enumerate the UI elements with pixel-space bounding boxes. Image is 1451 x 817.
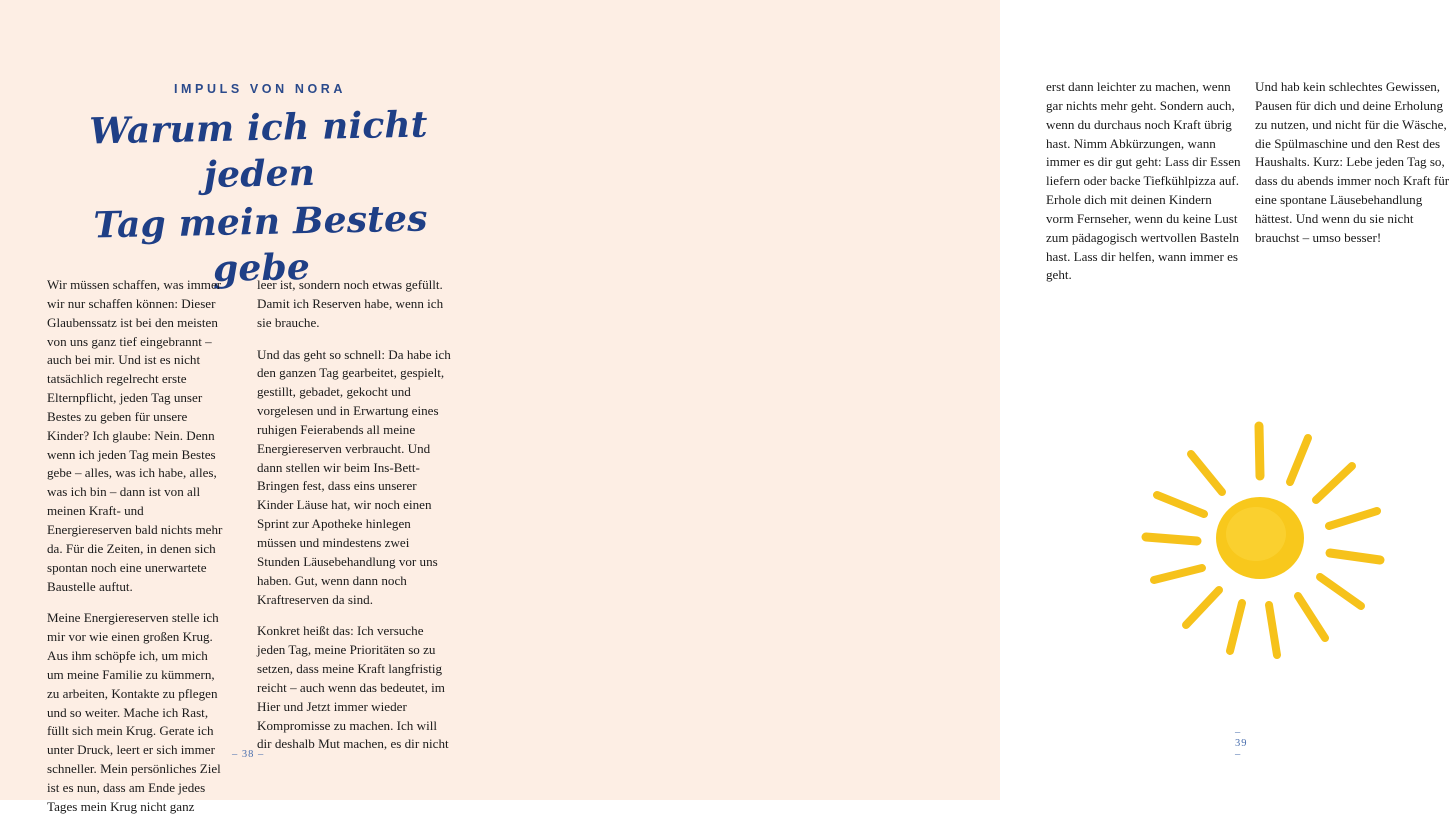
page-left <box>0 0 500 814</box>
paragraph: Meine Energiereserven stelle ich mir vor wie einen großen Krug. Aus ihm schöpfe ich, um mich um meine Familie zu kümmern, zu arbeiten, Kontakte zu pflegen und so weiter. Mache ich Rast, füllt sich mein Krug. Gerate ich unter Druck, leert er sich immer schneller. Mein persönliches Ziel ist es nun, dass am Ende jedes Tages mein Krug nicht ganz <box>47 610 221 814</box>
page-title-line-2: Tag mein Bestes gebe <box>93 197 428 291</box>
page-number-left: – 38 – <box>232 749 265 760</box>
body-column-4 <box>1255 78 1451 248</box>
page-number-right: – 39 – <box>1235 727 1248 760</box>
page-title-line-1: Warum ich nicht jeden <box>88 103 429 197</box>
page-right <box>500 0 1450 800</box>
paragraph: Konkret heißt das: Ich versuche jeden Tag, meine Prioritäten so zu setzen, dass meine Kraft langfristig reicht – auch wenn das bedeutet, im Hier und Jetzt immer wieder Kompromisse zu machen. Ich will dir deshalb Mut machen, es dir nicht <box>257 623 449 752</box>
paragraph: erst dann leichter zu machen, wenn gar nichts mehr geht. Sondern auch, wenn du durchaus noch Kraft übrig hast. Nimm Abkürzungen, wann immer es dir gut geht: Lass dir Essen liefern oder backe Tiefkühlpizza auf. Erhole dich mit deinen Kindern vorm Fernseher, wenn du keine Lust zum pädagogisch wertvollen Basteln hast. Lass dir helfen, wann immer es geht. <box>1046 79 1241 283</box>
sun-icon <box>1130 410 1390 670</box>
paragraph: leer ist, sondern noch etwas gefüllt. Damit ich Reserven habe, wenn ich sie brauche. <box>257 277 444 330</box>
section-kicker: IMPULS VON NORA <box>173 82 347 96</box>
body-column-1 <box>47 276 227 817</box>
page-title <box>38 100 482 295</box>
paragraph: Und hab kein schlechtes Gewissen, Pausen für dich und deine Erholung zu nutzen, und nicht für die Wäsche, die Spülmaschine und den Rest des Haushalts. Kurz: Lebe jeden Tag so, dass du abends immer noch Kraft für eine spontane Läusebehandlung hättest. Und wenn du sie nicht brauchst – umso besser! <box>1255 79 1450 245</box>
paragraph: Wir müssen schaffen, was immer wir nur schaffen können: Dieser Glaubenssatz ist bei den meisten von uns ganz tief eingebrannt – auch bei mir. Und ist es nicht tatsächlich regelrecht erste Elternpflicht, jeden Tag unser Bestes zu geben für unsere Kinder? Ich glaube: Nein. Denn wenn ich jeden Tag mein Bestes gebe – alles, was ich habe, alles, was ich bin – dann ist von all meinen Kraft- und Energiereserven bald nichts mehr da. Für die Zeiten, in denen sich spontan noch eine unerwartete Baustelle auftut. <box>47 277 223 594</box>
paragraph: Und das geht so schnell: Da habe ich den ganzen Tag gearbeitet, gespielt, gestillt, gebadet, gekocht und vorgelesen und in Erwartung eines ruhigen Feierabends all meine Energiereserven verbraucht. Und dann stellen wir beim Ins-Bett-Bringen fest, dass eins unserer Kinder Läuse hat, wir noch einen Sprint zur Apotheke hinlegen müssen und mindestens zwei Stunden Läusebehandlung vor uns haben. Gut, wenn dann noch Kraftreserven da sind. <box>257 346 451 607</box>
body-column-3 <box>1046 78 1241 285</box>
body-column-2 <box>257 276 453 754</box>
